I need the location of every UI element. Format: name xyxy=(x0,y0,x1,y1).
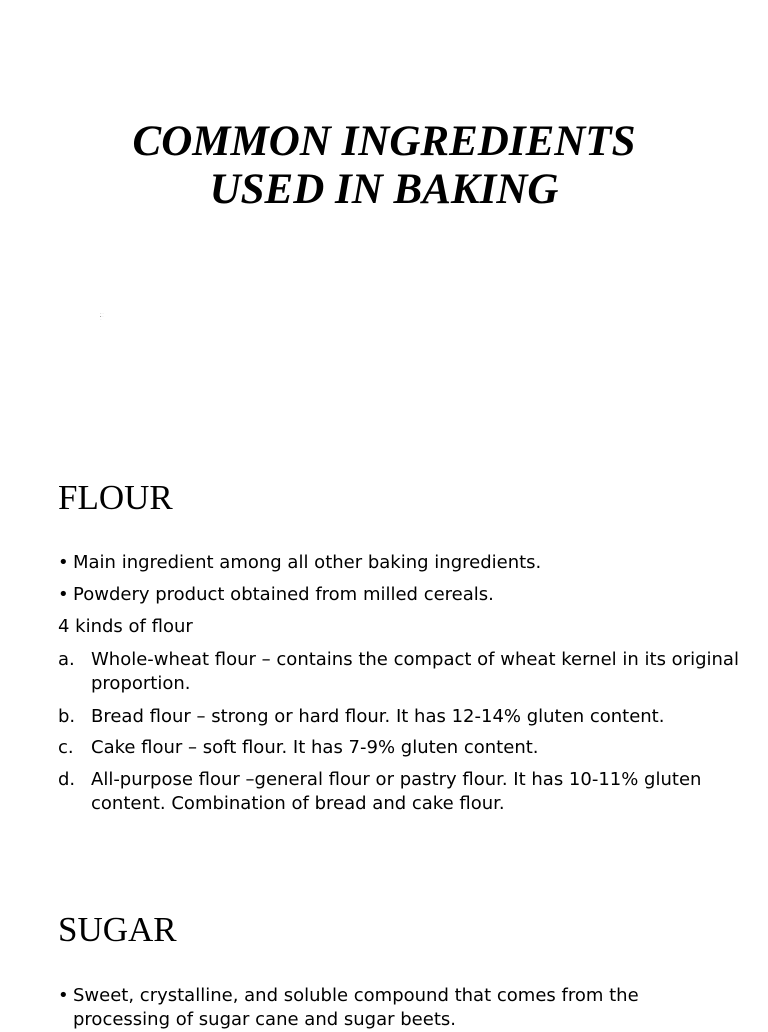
document-title-line-1: COMMON INGREDIENTS xyxy=(132,118,636,165)
flour-kind-d-text: All-purpose flour –general flour or pastry flour. It has 10-11% gluten content. Combination of bread and cake flour. xyxy=(91,769,702,814)
document-title-line-2: USED IN BAKING xyxy=(209,166,559,213)
bullet-icon: • xyxy=(58,584,69,605)
bullet-icon: • xyxy=(58,552,69,573)
list-marker: d. xyxy=(58,769,76,790)
flour-kind-c-text: Cake flour – soft flour. It has 7-9% gluten content. xyxy=(91,737,539,758)
tiny-note-line-2: ■ ... xyxy=(100,316,104,318)
sugar-bullet-1-text: Sweet, crystalline, and soluble compound that comes from the processing of sugar cane and sugar beets. xyxy=(73,985,639,1030)
bullet-icon: • xyxy=(58,985,69,1006)
sugar-heading: SUGAR xyxy=(58,910,177,949)
flour-kind-a-text: Whole-wheat flour – contains the compact of wheat kernel in its original proportion. xyxy=(91,649,739,694)
flour-kind-b-text: Bread flour – strong or hard flour. It has 12-14% gluten content. xyxy=(91,706,665,727)
document-title xyxy=(0,118,768,214)
flour-bullet-1-text: Main ingredient among all other baking ingredients. xyxy=(73,552,542,573)
list-marker: b. xyxy=(58,706,76,727)
list-marker: c. xyxy=(58,737,74,758)
flour-heading: FLOUR xyxy=(58,478,173,517)
list-marker: a. xyxy=(58,649,75,670)
flour-bullet-2-text: Powdery product obtained from milled cereals. xyxy=(73,584,494,605)
tiny-illegible-note xyxy=(100,313,170,322)
tiny-note-line-1: 1. ... xyxy=(100,313,104,315)
flour-kinds-subheading: 4 kinds of flour xyxy=(58,616,193,637)
tiny-note-line-3: ... xyxy=(100,319,102,321)
